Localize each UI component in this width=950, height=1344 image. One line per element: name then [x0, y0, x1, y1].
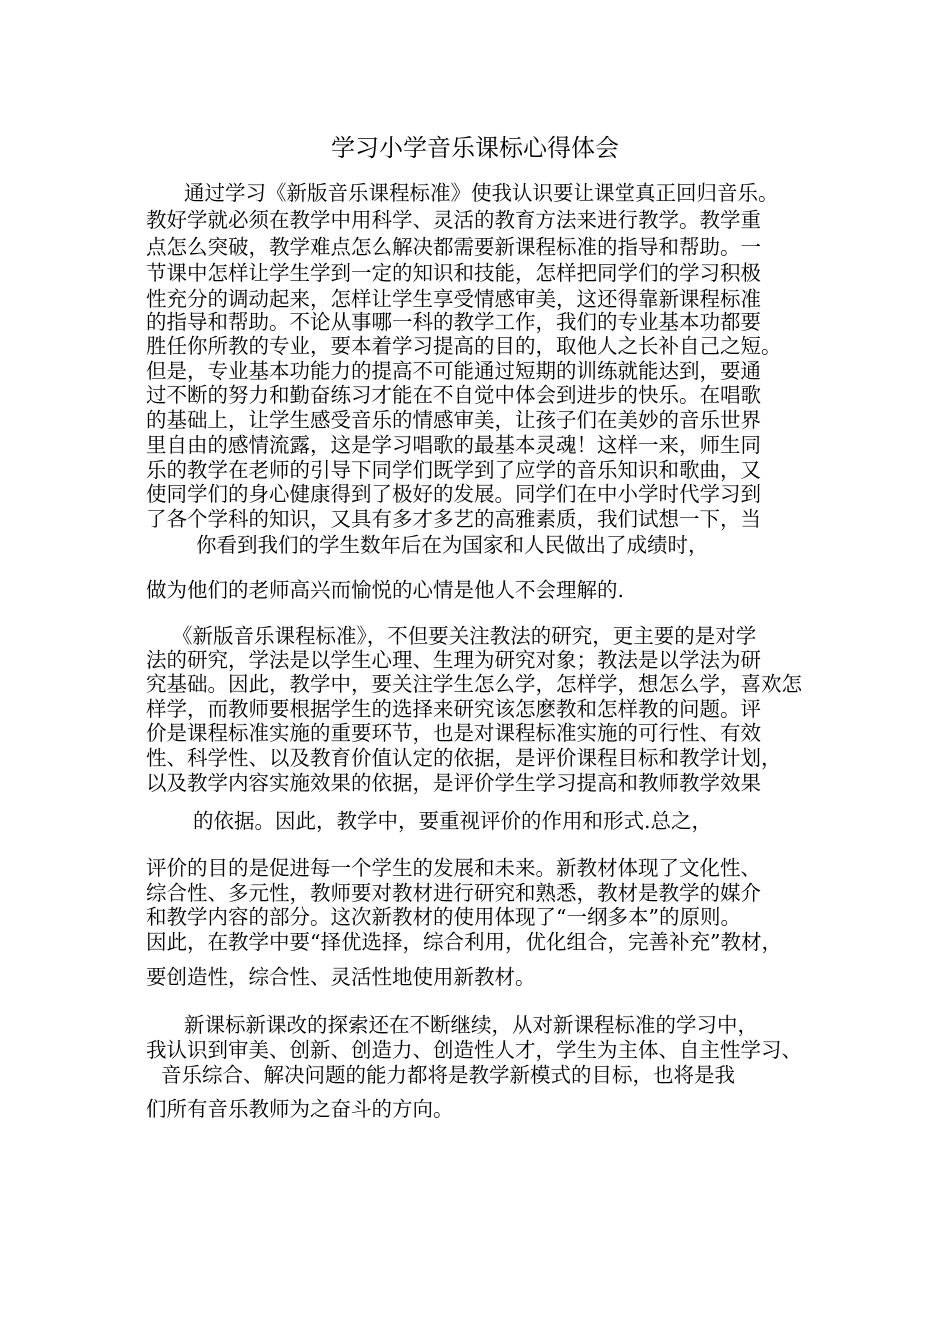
paragraph-1-line: 胜任你所教的专业，要本着学习提高的目的，取他人之长补自己之短。	[146, 334, 782, 358]
paragraph-1-line: 你看到我们的学生数年后在为国家和人民做出了成绩时，	[196, 533, 709, 557]
paragraph-2-line: 究基础。因此，教学中，要关注学生怎么学，怎样学，想怎么学，喜欢怎	[146, 672, 802, 696]
paragraph-3-line: 们所有音乐教师为之奋斗的方向。	[146, 1097, 454, 1121]
paragraph-3-line: 我认识到审美、创新、创造力、创造性人才，学生为主体、自主性学习、	[146, 1038, 802, 1062]
paragraph-1-line: 但是，专业基本功能力的提高不可能通过短期的训练就能达到，要通	[146, 359, 761, 383]
paragraph-1-line: 的基础上，让学生感受音乐的情感审美，让孩子们在美妙的音乐世界	[146, 408, 761, 432]
paragraph-2-line: 法的研究，学法是以学生心理、生理为研究对象；教法是以学法为研	[146, 648, 761, 672]
paragraph-1-line: 节课中怎样让学生学到一定的知识和技能，怎样把同学们的学习积极	[146, 261, 761, 285]
paragraph-1-line: 里自由的感情流露，这是学习唱歌的最基本灵魂！这样一来，师生同	[146, 433, 761, 457]
paragraph-1-line: 点怎么突破，教学难点怎么解决都需要新课程标准的指导和帮助。一	[146, 235, 761, 259]
paragraph-1-line: 做为他们的老师高兴而愉悦的心情是他人不会理解的.	[146, 578, 625, 602]
paragraph-2-line: 价是课程标准实施的重要环节，也是对课程标准实施的可行性、有效	[146, 721, 761, 745]
paragraph-2-line: 因此，在教学中要“择优选择，综合利用，优化组合，完善补充”教材，	[146, 930, 782, 954]
paragraph-1-line: 了各个学科的知识，又具有多才多艺的高雅素质，我们试想一下，当	[146, 507, 761, 531]
paragraph-1-line: 通过学习《新版音乐课程标准》使我认识要让课堂真正回归音乐。	[184, 181, 779, 205]
paragraph-2-line: 以及教学内容实施效果的依据，是评价学生学习提高和教师教学效果	[146, 771, 761, 795]
paragraph-2-line: 性、科学性、以及教育价值认定的依据，是评价课程目标和教学计划，	[146, 746, 782, 770]
paragraph-1-line: 乐的教学在老师的引导下同学们既学到了应学的音乐知识和歌曲，又	[146, 458, 761, 482]
paragraph-2-line: 样学，而教师要根据学生的选择来研究该怎麽教和怎样教的问题。评	[146, 697, 761, 721]
paragraph-3-line: 音乐综合、解决问题的能力都将是教学新模式的目标，也将是我	[161, 1063, 735, 1087]
paragraph-1-line: 性充分的调动起来，怎样让学生享受情感审美，这还得靠新课程标准	[146, 287, 761, 311]
paragraph-2-line: 的依据。因此，教学中，要重视评价的作用和形式.总之，	[193, 809, 713, 833]
paragraph-2-line: 要创造性，综合性、灵活性地使用新教材。	[146, 965, 536, 989]
paragraph-3-line: 新课标新课改的探索还在不断继续，从对新课程标准的学习中，	[184, 1013, 758, 1037]
paragraph-1-line: 使同学们的身心健康得到了极好的发展。同学们在中小学时代学习到	[146, 482, 761, 506]
paragraph-2-line: 评价的目的是促进每一个学生的发展和未来。新教材体现了文化性、	[146, 856, 761, 880]
paragraph-1-line: 过不断的努力和勤奋练习才能在不自觉中体会到进步的快乐。在唱歌	[146, 383, 761, 407]
document-title: 学习小学音乐课标心得体会	[331, 134, 619, 162]
paragraph-2-line: 综合性、多元性，教师要对教材进行研究和熟悉，教材是教学的媒介	[146, 881, 761, 905]
paragraph-2-line: 和教学内容的部分。这次新教材的使用体现了“一纲多本”的原则。	[146, 905, 741, 929]
paragraph-1-line: 的指导和帮助。不论从事哪一科的教学工作，我们的专业基本功都要	[146, 310, 761, 334]
paragraph-1-line: 教好学就必须在教学中用科学、灵活的教育方法来进行教学。教学重	[146, 208, 761, 232]
paragraph-2-line: 《新版音乐课程标准》，不但要关注教法的研究，更主要的是对学	[172, 624, 757, 648]
